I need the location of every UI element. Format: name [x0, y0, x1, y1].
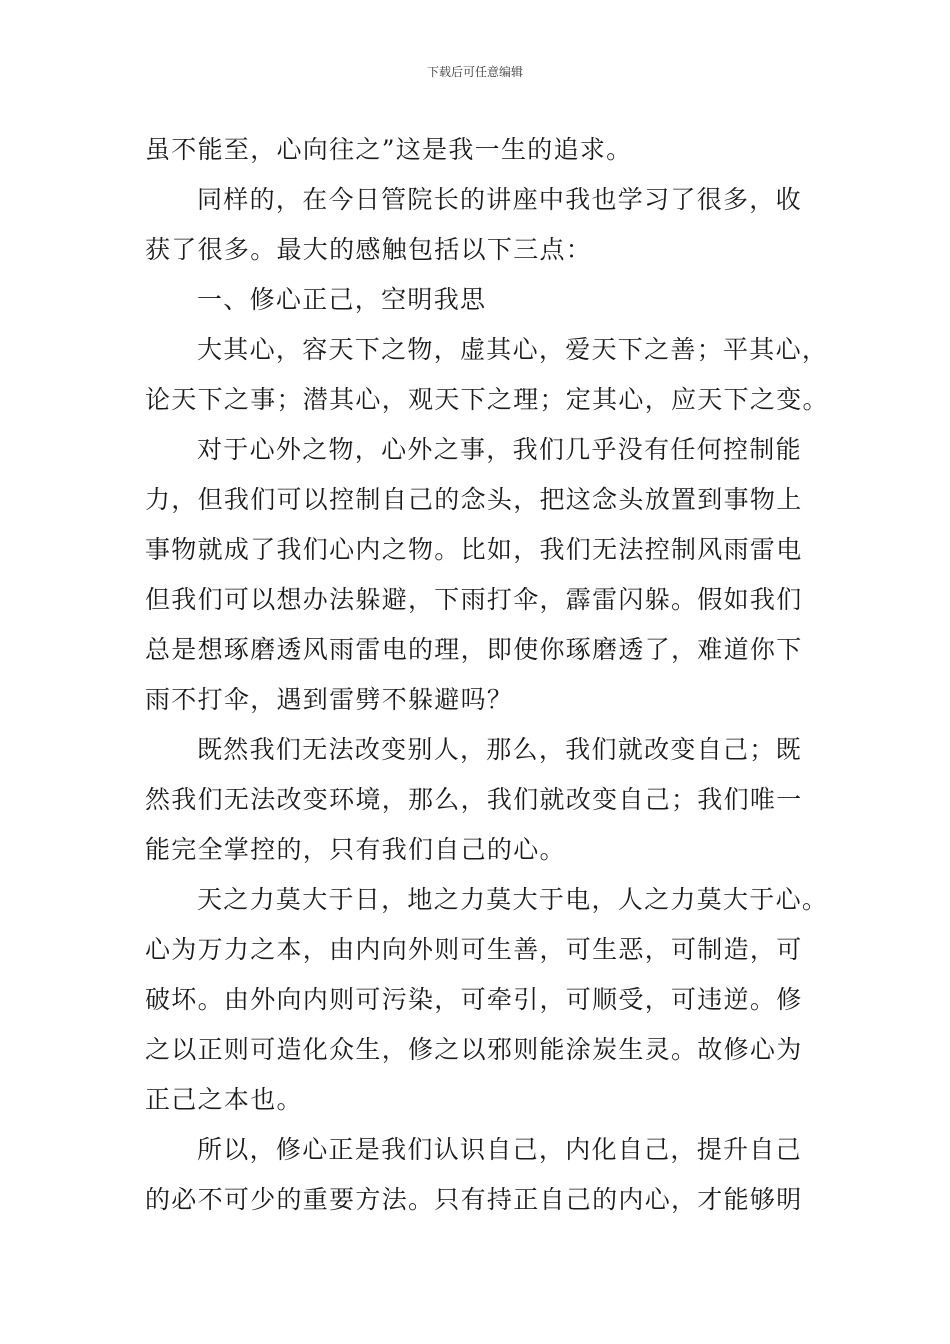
- text-line: 天之力莫大于日，地之力莫大于电，人之力莫大于心。: [197, 885, 829, 914]
- text-line: 雨不打伞，遇到雷劈不躲避吗？: [145, 685, 514, 714]
- body-text: [145, 125, 829, 1225]
- text-line: 然我们无法改变环境，那么，我们就改变自己；我们唯一: [145, 785, 803, 814]
- text-line: 既然我们无法改变别人，那么，我们就改变自己；既: [197, 735, 802, 764]
- text-line: 能完全掌控的，只有我们自己的心。: [145, 835, 566, 864]
- text-line: 对于心外之物，心外之事，我们几乎没有任何控制能: [197, 435, 802, 464]
- text-line: 但我们可以想办法躲避，下雨打伞，霹雷闪躲。假如我们: [145, 585, 803, 614]
- text-line: 所以，修心正是我们认识自己，内化自己，提升自己: [197, 1135, 802, 1164]
- text-line: 同样的，在今日管院长的讲座中我也学习了很多，收: [197, 185, 802, 214]
- text-line: 大其心，容天下之物，虚其心，爱天下之善；平其心，: [197, 335, 829, 364]
- page-header: 下载后可任意编辑: [426, 65, 523, 79]
- text-line: 正己之本也。: [145, 1085, 303, 1114]
- section-heading: 一、修心正己，空明我思: [197, 285, 487, 314]
- text-line: 之以正则可造化众生，修之以邪则能涂炭生灵。故修心为: [145, 1035, 803, 1064]
- text-line: 论天下之事；潜其心，观天下之理；定其心，应天下之变。: [145, 385, 829, 414]
- text-line: 总是想琢磨透风雨雷电的理，即使你琢磨透了，难道你下: [145, 635, 803, 664]
- text-line: 的必不可少的重要方法。只有持正自己的内心，才能够明: [145, 1185, 803, 1214]
- text-line: 事物就成了我们心内之物。比如，我们无法控制风雨雷电: [145, 535, 803, 564]
- text-line: 破坏。由外向内则可污染，可牵引，可顺受，可违逆。修: [145, 985, 803, 1014]
- text-line: 虽不能至，心向往之”这是我一生的追求。: [145, 135, 633, 164]
- text-line: 力，但我们可以控制自己的念头，把这念头放置到事物上: [145, 485, 803, 514]
- text-line: 心为万力之本，由内向外则可生善，可生恶，可制造，可: [145, 935, 803, 964]
- text-line: 获了很多。最大的感触包括以下三点：: [145, 235, 593, 264]
